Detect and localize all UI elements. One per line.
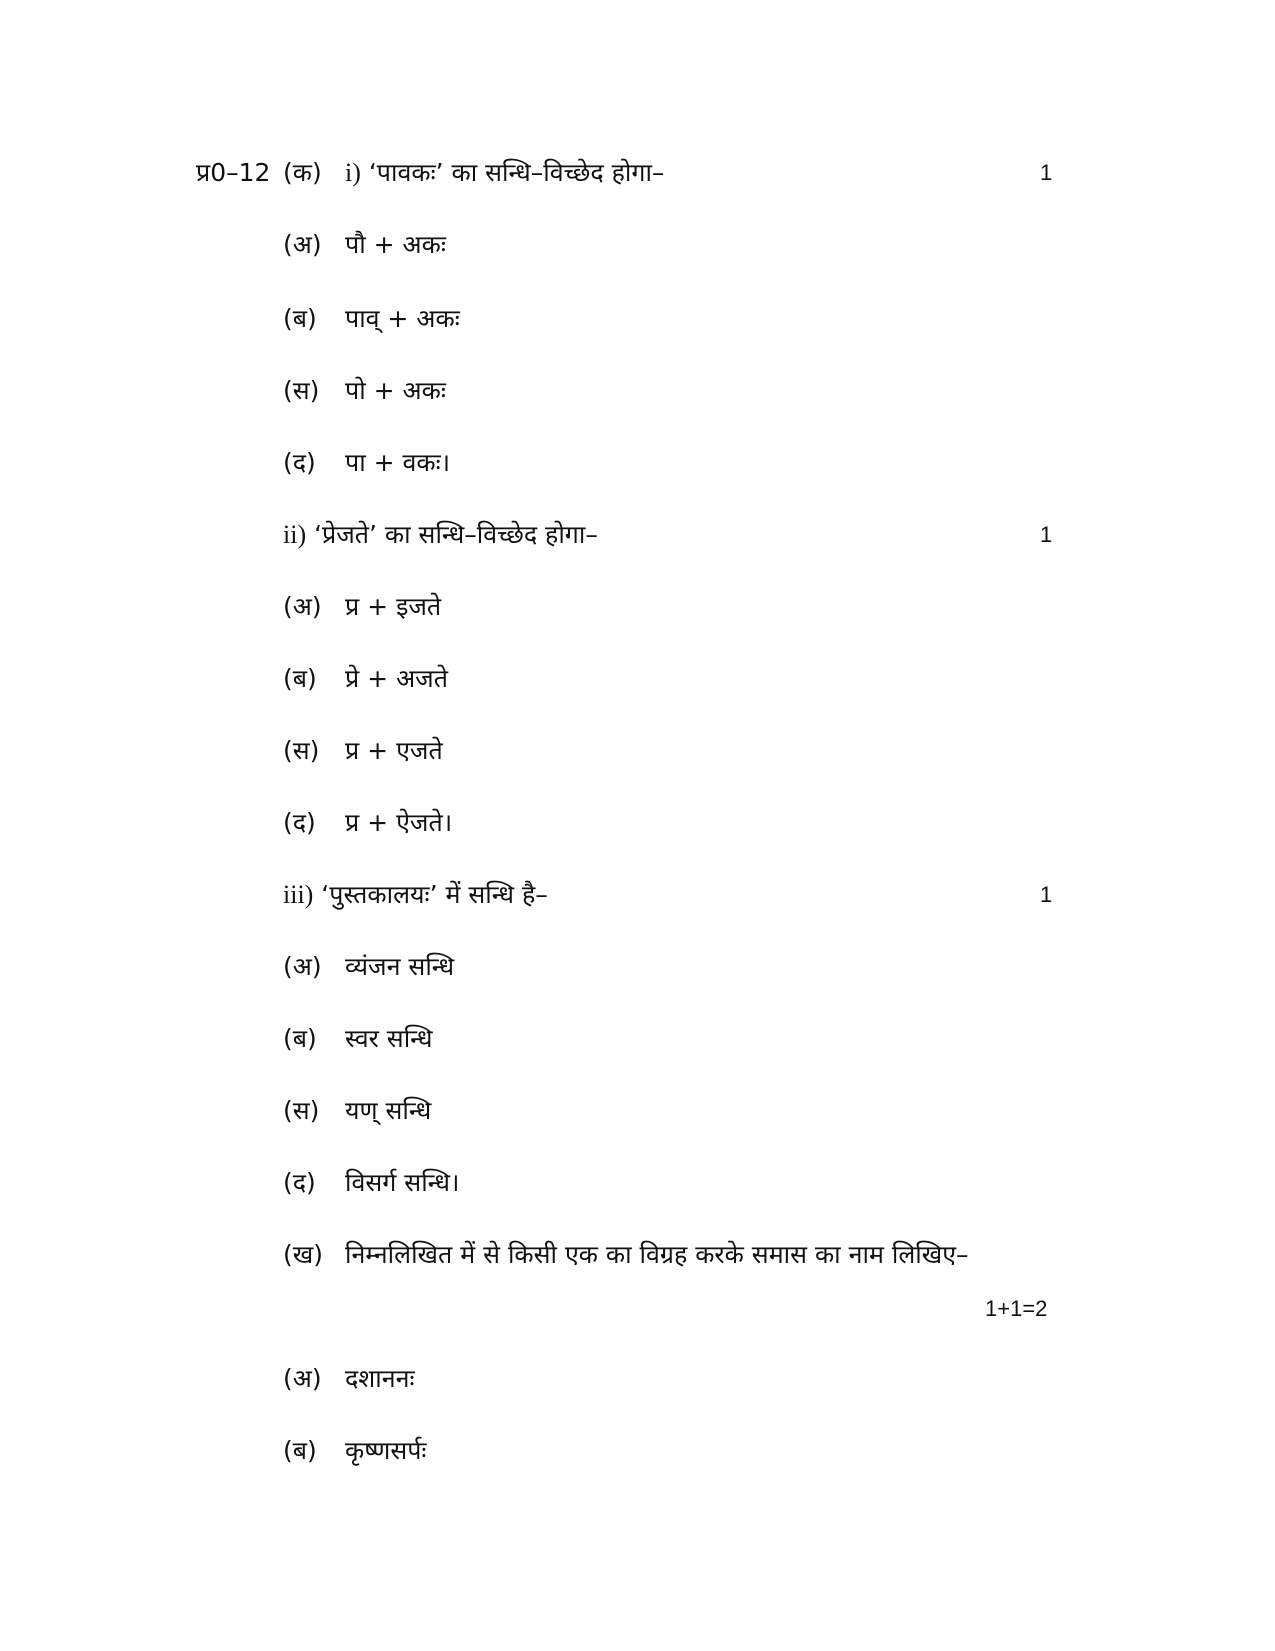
subquestion-1-prompt: ‘पावकः’ का सन्धि–विच्छेद होगा– (368, 158, 665, 187)
subquestion-2-roman: ii) (283, 520, 307, 549)
option-text: यण् सन्धि (345, 1096, 432, 1125)
subquestion-3-roman: iii) (283, 880, 314, 909)
option-label: (अ) (283, 592, 322, 621)
subquestion-2-text (283, 518, 598, 552)
option-text: पाव् + अकः (345, 304, 460, 333)
subquestion-1-marks: 1 (1040, 160, 1053, 185)
part-a-label: (क) (283, 158, 322, 187)
subquestion-3-prompt: ‘पुस्तकालयः’ में सन्धि है– (321, 880, 548, 909)
option-label: (अ) (283, 952, 322, 981)
option-text: प्र + एजते (345, 736, 443, 765)
option-text: पौ + अकः (345, 230, 446, 259)
part-b-marks: 1+1=2 (985, 1296, 1048, 1321)
option-text: विसर्ग सन्धि। (345, 1168, 460, 1197)
option-text: कृष्णसर्पः (345, 1436, 427, 1465)
option-label: (द) (283, 448, 316, 477)
option-text: प्र + इजते (345, 592, 442, 621)
option-text: दशाननः (345, 1364, 415, 1393)
option-label: (ब) (283, 1436, 317, 1465)
option-label: (द) (283, 808, 316, 837)
subquestion-2-marks: 1 (1040, 522, 1053, 547)
option-text: प्र + ऐजते। (345, 808, 453, 837)
option-label: (अ) (283, 1364, 322, 1393)
subquestion-1-text (345, 156, 664, 190)
option-text: प्रे + अजते (345, 664, 448, 693)
option-label: (ब) (283, 1024, 317, 1053)
option-label: (स) (283, 736, 320, 765)
option-label: (स) (283, 1096, 320, 1125)
option-text: व्यंजन सन्धि (345, 952, 455, 981)
option-label: (ब) (283, 304, 317, 333)
subquestion-3-marks: 1 (1040, 882, 1053, 907)
part-b-prompt: निम्नलिखित में से किसी एक का विग्रह करके समास का नाम लिखिए– (345, 1240, 969, 1269)
part-b-label: (ख) (283, 1240, 323, 1269)
question-number: प्र0–12 (196, 158, 271, 187)
subquestion-2-prompt: ‘प्रेजते’ का सन्धि–विच्छेद होगा– (314, 520, 598, 549)
subquestion-3-text (283, 878, 548, 912)
option-text: पो + अकः (345, 376, 446, 405)
subquestion-1-roman: i) (345, 158, 361, 187)
option-label: (स) (283, 376, 320, 405)
option-text: पा + वकः। (345, 448, 451, 477)
option-text: स्वर सन्धि (345, 1024, 433, 1053)
option-label: (द) (283, 1168, 316, 1197)
option-label: (अ) (283, 230, 322, 259)
option-label: (ब) (283, 664, 317, 693)
